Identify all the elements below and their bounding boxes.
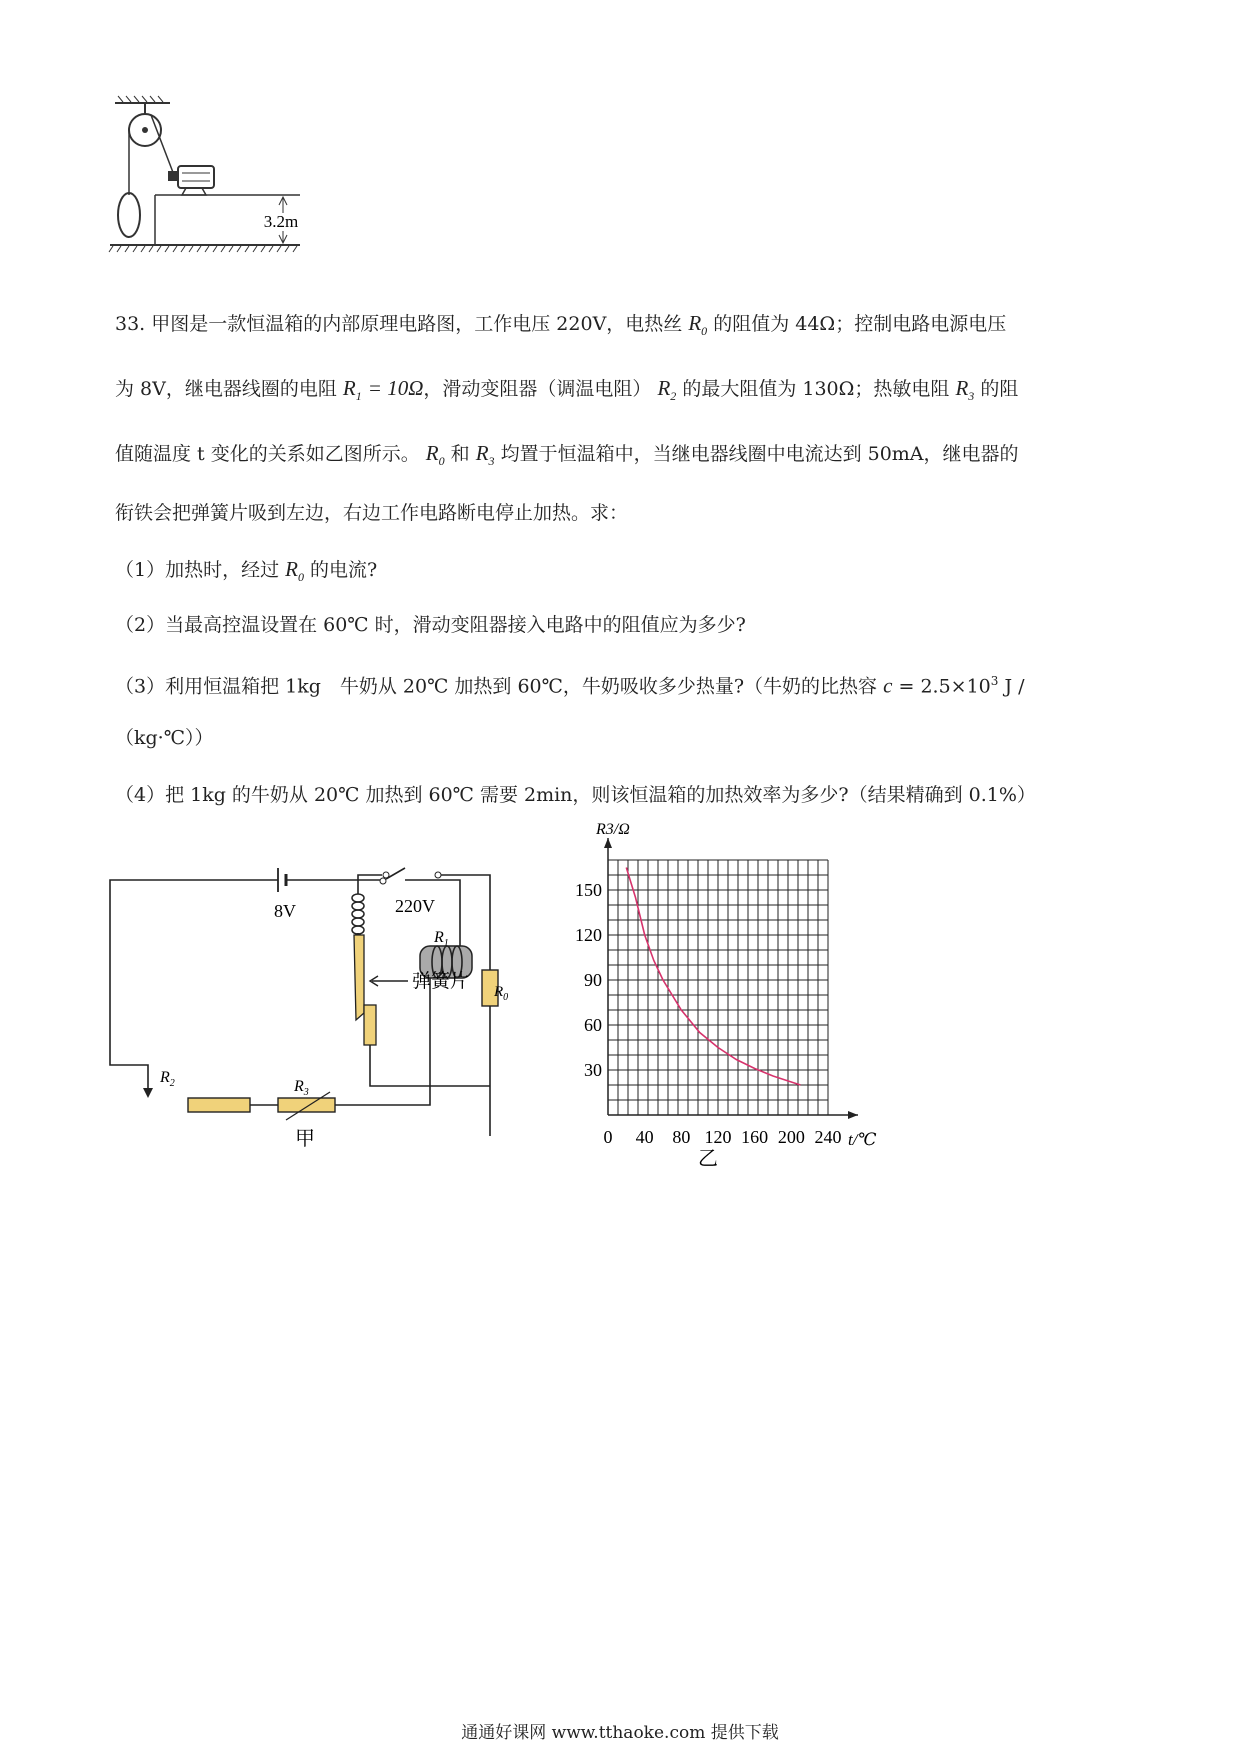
r0-symbol: $R_0$ <box>688 311 708 339</box>
r3-temperature-chart <box>560 820 930 1170</box>
battery-label: 8V <box>274 901 296 921</box>
question-line-3: 值随温度 t 变化的关系如乙图所示。 $R_0$ 和 $R_3$ 均置于恒温箱中，当继电器线圈中电流达到 50mA，继电器的 <box>115 441 1019 469</box>
r3-label: $R_3$ <box>294 1078 309 1098</box>
question-line-4: 衔铁会把弹簧片吸到左边，右边工作电路断电停止加热。求： <box>115 502 629 524</box>
x-tick-label: 40 <box>635 1127 654 1147</box>
question-line-2: 为 8V，继电器线圈的电阻 $R_1 = 10\Omega$，滑动变阻器（调温电阻） $R_2$ 的最大阻值为 130Ω；热敏电阻 $R_3$ 的阻 <box>115 376 1019 404</box>
supply-label: 220V <box>395 896 435 916</box>
circuit-caption: 甲 <box>295 1128 315 1150</box>
series-line <box>626 868 800 1086</box>
y-tick-label: 60 <box>584 1015 602 1035</box>
y-axis-arrow <box>604 838 612 848</box>
y-tick-label: 150 <box>575 880 602 900</box>
y-axis-label: R3/Ω <box>596 821 630 838</box>
y-tick-label: 30 <box>584 1060 602 1080</box>
pulley-figure <box>110 95 320 285</box>
y-tick-label: 90 <box>584 970 602 990</box>
sub-question-3: （3）利用恒温箱把 1kg 牛奶从 20℃ 加热到 60℃，牛奶吸收多少热量?（牛奶的比热容 $c = 2.5\times 10^3$ J / <box>115 673 1025 698</box>
x-tick-label: 0 <box>603 1127 613 1147</box>
r1-symbol: $R_1$ <box>342 376 362 404</box>
y-tick-label: 120 <box>575 925 602 945</box>
x-tick-label: 160 <box>741 1127 769 1147</box>
spring-label: 弹簧片 <box>412 971 470 992</box>
spring-plate <box>350 925 500 1095</box>
question-line-1: 33. 甲图是一款恒温箱的内部原理电路图，工作电压 220V，电热丝 $R_0$ 的阻值为 44Ω；控制电路电源电压 <box>115 311 1007 339</box>
r2-symbol: $R_2$ <box>657 376 677 404</box>
height-label: 3.2m <box>263 212 299 231</box>
x-tick-label: 120 <box>704 1127 732 1147</box>
r3-symbol: $R_3$ <box>955 376 975 404</box>
r2-label: $R_2$ <box>160 1069 175 1089</box>
r0-label: $R_0$ <box>494 984 509 1003</box>
x-tick-label: 200 <box>777 1127 805 1147</box>
page-footer: 通通好课网 www.tthaoke.com 提供下载 <box>461 1723 779 1743</box>
x-axis-arrow <box>848 1111 858 1119</box>
sub-question-4: （4）把 1kg 的牛奶从 20℃ 加热到 60℃ 需要 2min，则该恒温箱的加热效率为多少?（结果精确到 0.1%） <box>115 784 1036 806</box>
sub-question-3-unit: （kg·℃）） <box>115 727 214 749</box>
x-tick-label: 240 <box>814 1127 842 1147</box>
chart-caption: 乙 <box>698 1148 718 1170</box>
x-tick-label: 80 <box>672 1127 691 1147</box>
sub-question-2: （2）当最高控温设置在 60℃ 时，滑动变阻器接入电路中的阻值应为多少? <box>115 614 746 636</box>
sub-question-1: （1）加热时，经过 $R_0$ 的电流? <box>115 557 378 585</box>
r1-label: $R_1$ <box>434 929 449 949</box>
x-axis-label: t/℃ <box>848 1130 877 1149</box>
